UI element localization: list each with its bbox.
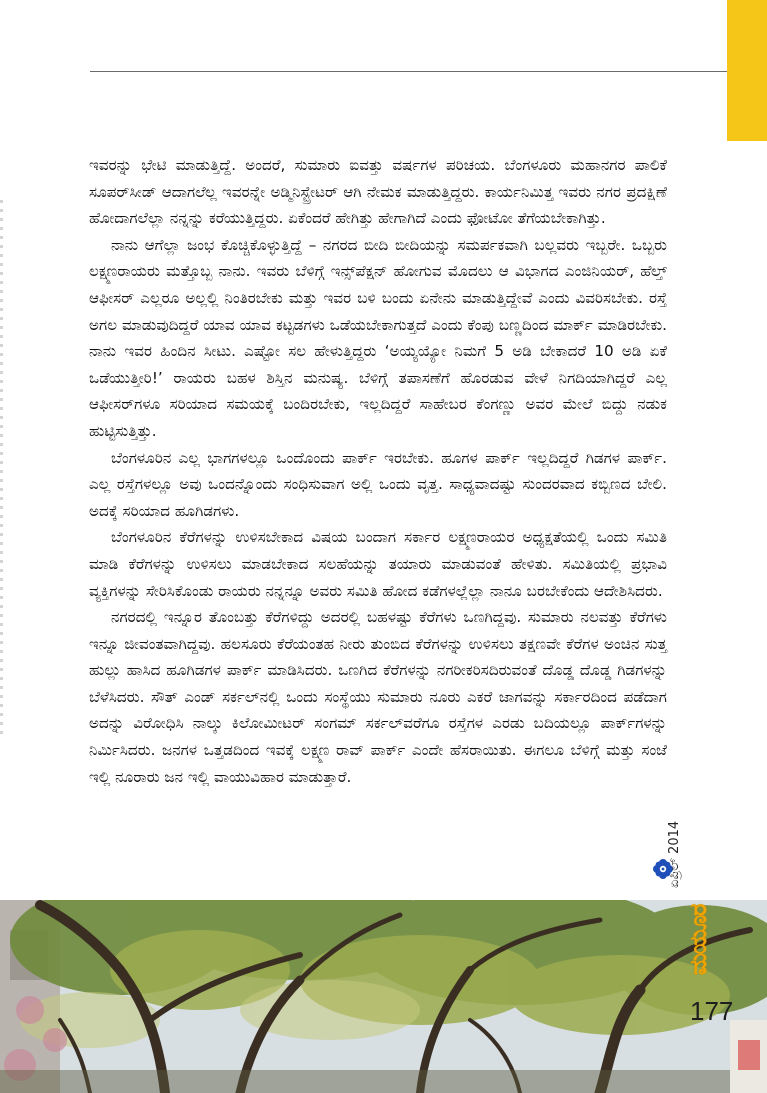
page-number: 177 xyxy=(690,996,734,1026)
article-paragraph-5: ನಗರದಲ್ಲಿ ಇನ್ನೂರ ತೊಂಬತ್ತು ಕೆರೆಗಳಿದ್ದು ಅದರಲ್ಲಿ ಬಹಳಷ್ಟು ಕೆರೆಗಳು ಒಣಗಿದ್ದವು. ಸುಮಾರು ನಲವತ್ತು ಕೆರೆಗಳು ಇನ್ನೂ ಜೀವಂತವಾಗಿದ್ದವು. ಹಲಸೂರು ಕೆರೆಯಂತಹ ನೀರು ತುಂಬಿದ ಕೆರೆಗಳನ್ನು ಉಳಿಸಲು ತಕ್ಷಣವೇ ಕೆರೆಗಳ ಅಂಚಿನ ಸುತ್ತ ಹುಲ್ಲು ಹಾಸಿದ ಹೂಗಿಡಗಳ ಪಾರ್ಕ್ ಮಾಡಿಸಿದರು. ಒಣಗಿದ ಕೆರೆಗಳನ್ನು ನಗರೀಕರಿಸದಿರುವಂತೆ ದೊಡ್ಡ ದೊಡ್ಡ ಗಿಡಗಳನ್ನು ಬೆಳೆಸಿದರು. ಸೌತ್ ಎಂಡ್ ಸರ್ಕಲ್‌ನಲ್ಲಿ ಒಂದು ಸಂಸ್ಥೆಯು ಸುಮಾರು ನೂರು ಎಕರೆ ಜಾಗವನ್ನು ಸರ್ಕಾರದಿಂದ ಪಡೆದಾಗ ಅದನ್ನು ವಿರೋಧಿಸಿ ನಾಲ್ಕು ಕಿಲೋಮೀಟರ್ ಸಂಗಮ್ ಸರ್ಕಲ್‌ವರೆಗೂ ರಸ್ತೆಗಳ ಎರಡು ಬದಿಯಲ್ಲೂ ಪಾರ್ಕ್‌ಗಳನ್ನು ನಿರ್ಮಿಸಿದರು. ಜನಗಳ ಒತ್ತಡದಿಂದ ಇವಕ್ಕೆ ಲಕ್ಷ್ಮಣ ರಾವ್ ಪಾರ್ಕ್ ಎಂದೇ ಹೆಸರಾಯಿತು. ಈಗಲೂ ಬೆಳಿಗ್ಗೆ ಮತ್ತು ಸಂಜೆ ಇಲ್ಲಿ ನೂರಾರು ಜನ ಇಲ್ಲಿ ವಾಯುವಿಹಾರ ಮಾಡುತ್ತಾರೆ. xyxy=(89,608,667,786)
section-color-tab xyxy=(727,0,767,141)
photo-illustration xyxy=(0,900,767,1093)
article-paragraph-3: ಬೆಂಗಳೂರಿನ ಎಲ್ಲ ಭಾಗಗಳಲ್ಲೂ ಒಂದೊಂದು ಪಾರ್ಕ್ ಇರಬೇಕು. ಹೂಗಳ ಪಾರ್ಕ್ ಇಲ್ಲದಿದ್ದರೆ ಗಿಡಗಳ ಪಾರ್ಕ್. ಎಲ್ಲ ರಸ್ತೆಗಳಲ್ಲೂ ಅವು ಒಂದನ್ನೊಂದು ಸಂಧಿಸುವಾಗ ಅಲ್ಲಿ ಒಂದು ವೃತ್ತ. ಸಾಧ್ಯವಾದಷ್ಟು ಸುಂದರವಾದ ಕಬ್ಬಿಣದ ಬೇಲಿ. ಅದಕ್ಕೆ ಸರಿಯಾದ ಹೂಗಿಡಗಳು. xyxy=(89,448,667,520)
issue-date: ಏಪ್ರಿಲ್ 2014 xyxy=(666,820,682,888)
article-paragraph-4: ಬೆಂಗಳೂರಿನ ಕೆರೆಗಳನ್ನು ಉಳಿಸಬೇಕಾದ ವಿಷಯ ಬಂದಾಗ ಸರ್ಕಾರ ಲಕ್ಷ್ಮಣರಾಯರ ಅಧ್ಯಕ್ಷತೆಯಲ್ಲಿ ಒಂದು ಸಮಿತಿ ಮಾಡಿ ಕೆರೆಗಳನ್ನು ಉಳಿಸಲು ಮಾಡಬೇಕಾದ ಸಲಹೆಯನ್ನು ತಯಾರು ಮಾಡುವಂತೆ ಹೇಳಿತು. ಸಮಿತಿಯಲ್ಲಿ ಪ್ರಭಾವಿ ವ್ಯಕ್ತಿಗಳನ್ನು ಸೇರಿಸಿಕೊಂಡು ರಾಯರು ನನ್ನನ್ನೂ ಅವರು ಸಮಿತಿ ಹೋದ ಕಡೆಗಳಲ್ಲೆಲ್ಲಾ ನಾನೂ ಬರಬೇಕೆಂದು ಆದೇಶಿಸಿದರು. xyxy=(89,528,667,600)
article-paragraph-1: ಇವರನ್ನು ಭೇಟಿ ಮಾಡುತ್ತಿದ್ದೆ. ಅಂದರೆ, ಸುಮಾರು ಐವತ್ತು ವರ್ಷಗಳ ಪರಿಚಯ. ಬೆಂಗಳೂರು ಮಹಾನಗರ ಪಾಲಿಕೆ ಸೂಪರ್‌ಸೀಡ್ ಆದಾಗಲೆಲ್ಲ ಇವರನ್ನೇ ಅಡ್ಮಿನಿಸ್ಟ್ರೇಟರ್ ಆಗಿ ನೇಮಕ ಮಾಡುತ್ತಿದ್ದರು. ಕಾರ್ಯನಿಮಿತ್ತ ಇವರು ನಗರ ಪ್ರದಕ್ಷಿಣೆ ಹೋದಾಗಲೆಲ್ಲಾ ನನ್ನನ್ನು ಕರೆಯುತ್ತಿದ್ದರು. ಏಕೆಂದರೆ ಹೇಗಿತ್ತು ಹೇಗಾಗಿದೆ ಎಂದು ಫೋಟೋ ತೆಗೆಯಬೇಕಾಗಿತ್ತು. xyxy=(89,156,667,228)
article-body xyxy=(89,152,667,790)
article-paragraph-2: ನಾನು ಆಗೆಲ್ಲಾ ಜಂಭ ಕೊಚ್ಚಿಕೊಳ್ಳುತ್ತಿದ್ದೆ – ನಗರದ ಬೀದಿ ಬೀದಿಯನ್ನು ಸಮರ್ಪಕವಾಗಿ ಬಲ್ಲವರು ಇಬ್ಬರೇ. ಒಬ್ಬರು ಲಕ್ಷ್ಮಣರಾಯರು ಮತ್ತೊಬ್ಬ ನಾನು. ಇವರು ಬೆಳಿಗ್ಗೆ ಇನ್ಸ್‌ಪೆಕ್ಷನ್ ಹೋಗುವ ಮೊದಲು ಆ ವಿಭಾಗದ ಎಂಜಿನಿಯರ್, ಹೆಲ್ತ್ ಆಫೀಸರ್ ಎಲ್ಲರೂ ಅಲ್ಲಲ್ಲಿ ನಿಂತಿರಬೇಕು ಮತ್ತು ಇವರ ಬಳಿ ಬಂದು ಏನೇನು ಮಾಡುತ್ತಿದ್ದೇವೆ ಎಂದು ವಿವರಿಸಬೇಕು. ರಸ್ತೆ ಅಗಲ ಮಾಡುವುದಿದ್ದರೆ ಯಾವ ಯಾವ ಕಟ್ಟಡಗಳು ಒಡೆಯಬೇಕಾಗುತ್ತದೆ ಎಂದು ಕೆಂಪು ಬಣ್ಣದಿಂದ ಮಾರ್ಕ್ ಮಾಡಿರಬೇಕು. ನಾನು ಇವರ ಹಿಂದಿನ ಸೀಟು. ಎಷ್ಟೋ ಸಲ ಹೇಳುತ್ತಿದ್ದರು ‘ಅಯ್ಯಯ್ಯೋ ನಿಮಗೆ 5 ಅಡಿ ಬೇಕಾದರೆ 10 ಅಡಿ ಏಕೆ ಒಡೆಯುತ್ತೀರಿ!’ ರಾಯರು ಬಹಳ ಶಿಸ್ತಿನ ಮನುಷ್ಯ. ಬೆಳಿಗ್ಗೆ ತಪಾಸಣೆಗೆ ಹೊರಡುವ ವೇಳೆ ನಿಗದಿಯಾಗಿದ್ದರೆ ಎಲ್ಲ ಆಫೀಸರ್‌ಗಳೂ ಸರಿಯಾದ ಸಮಯಕ್ಕೆ ಬಂದಿರಬೇಕು, ಇಲ್ಲದಿದ್ದರೆ ಸಾಹೇಬರ ಕೆಂಗಣ್ಣು ಅವರ ಮೇಲೆ ಬಿದ್ದು ನಡುಕ ಹುಟ್ಟಿಸುತ್ತಿತ್ತು. xyxy=(89,235,667,440)
page-edge-marks xyxy=(0,200,3,740)
issue-date-footer xyxy=(662,798,686,888)
magazine-logo: ಮಯೂರ xyxy=(686,904,712,975)
tree-canopy-photo xyxy=(0,900,767,1093)
header-rule xyxy=(90,71,727,72)
